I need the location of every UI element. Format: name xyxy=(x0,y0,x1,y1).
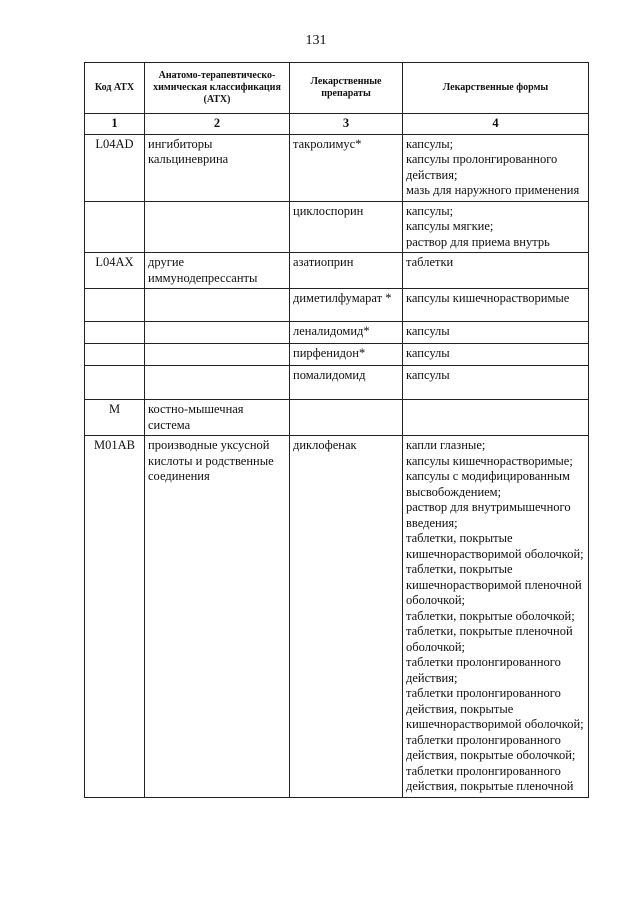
atc-classification xyxy=(145,322,290,344)
column-number: 4 xyxy=(403,114,589,135)
drug-name: такролимус* xyxy=(290,134,403,201)
dosage-form: таблетки пролонгированного действия, покрытые оболочкой; xyxy=(406,732,576,762)
header-code: Код АТХ xyxy=(85,63,145,114)
dosage-form: таблетки, покрытые пленочной оболочкой; xyxy=(406,624,573,654)
dosage-form: таблетки, покрытые кишечнорастворимой оболочкой; xyxy=(406,531,584,561)
header-classification: Анатомо-терапевтическо-химическая классификация (АТХ) xyxy=(145,63,290,114)
table-row xyxy=(85,253,589,289)
dosage-form: капсулы пролонгированного действия; xyxy=(406,152,558,182)
drug-name: диметилфумарат * xyxy=(290,289,403,322)
dosage-forms xyxy=(403,322,589,344)
atc-classification xyxy=(145,201,290,253)
dosage-forms xyxy=(403,201,589,253)
dosage-form: раствор для приема внутрь xyxy=(406,234,550,249)
atc-drug-table xyxy=(84,62,589,798)
header-forms: Лекарственные формы xyxy=(403,63,589,114)
dosage-form: капли глазные; xyxy=(406,438,486,452)
dosage-form: таблетки, покрытые кишечнорастворимой пленочной оболочкой; xyxy=(406,562,582,607)
dosage-form: таблетки пролонгированного действия; xyxy=(406,655,561,685)
atc-code: L04AD xyxy=(85,134,145,201)
dosage-form: капсулы с модифицированным высвобождением; xyxy=(406,469,570,499)
drug-name: помалидомид xyxy=(290,366,403,400)
drug-name: азатиоприн xyxy=(290,253,403,289)
dosage-form: капсулы xyxy=(406,346,450,360)
atc-code xyxy=(85,344,145,366)
atc-code xyxy=(85,322,145,344)
atc-code xyxy=(85,289,145,322)
table-header-row xyxy=(85,63,589,114)
atc-classification xyxy=(145,366,290,400)
drug-name: диклофенак xyxy=(290,436,403,798)
dosage-forms xyxy=(403,344,589,366)
dosage-forms xyxy=(403,366,589,400)
column-number-row xyxy=(85,114,589,135)
table-row xyxy=(85,344,589,366)
drug-name: пирфенидон* xyxy=(290,344,403,366)
column-number: 3 xyxy=(290,114,403,135)
dosage-forms xyxy=(403,400,589,436)
dosage-form: капсулы xyxy=(406,368,450,382)
column-number: 2 xyxy=(145,114,290,135)
atc-classification xyxy=(145,344,290,366)
dosage-form: таблетки, покрытые оболочкой; xyxy=(406,608,575,623)
atc-classification xyxy=(145,289,290,322)
dosage-form: капсулы мягкие; xyxy=(406,219,494,233)
table-row xyxy=(85,366,589,400)
dosage-form: капсулы; xyxy=(406,136,454,151)
table-row xyxy=(85,322,589,344)
atc-code xyxy=(85,366,145,400)
atc-classification: производные уксусной кислоты и родственные соединения xyxy=(145,436,290,798)
dosage-form: таблетки пролонгированного действия, покрытые пленочной xyxy=(406,763,574,793)
table-row xyxy=(85,289,589,322)
table-row xyxy=(85,436,589,798)
dosage-forms xyxy=(403,134,589,201)
table-row xyxy=(85,400,589,436)
drug-name: леналидомид* xyxy=(290,322,403,344)
dosage-form: таблетки пролонгированного действия, покрытые кишечнорастворимой оболочкой; xyxy=(406,686,584,731)
table-row xyxy=(85,201,589,253)
atc-code: M xyxy=(85,400,145,436)
column-number: 1 xyxy=(85,114,145,135)
atc-code: L04AX xyxy=(85,253,145,289)
atc-code xyxy=(85,201,145,253)
page-number: 131 xyxy=(305,33,327,48)
atc-classification: костно-мышечная система xyxy=(145,400,290,436)
drug-name xyxy=(290,400,403,436)
drug-name: циклоспорин xyxy=(290,201,403,253)
atc-code: M01AB xyxy=(85,436,145,798)
dosage-form: капсулы; xyxy=(406,203,454,218)
dosage-form: таблетки xyxy=(406,255,454,269)
dosage-forms xyxy=(403,289,589,322)
dosage-form: капсулы xyxy=(406,324,450,338)
dosage-forms xyxy=(403,436,589,798)
dosage-forms xyxy=(403,253,589,289)
dosage-form: капсулы кишечнорастворимые; xyxy=(406,453,573,468)
table-row xyxy=(85,134,589,201)
header-drugs: Лекарственные препараты xyxy=(290,63,403,114)
dosage-form: мазь для наружного применения xyxy=(406,183,580,197)
atc-classification: другие иммунодепрессанты xyxy=(145,253,290,289)
atc-classification: ингибиторы кальциневрина xyxy=(145,134,290,201)
dosage-form: раствор для внутримышечного введения; xyxy=(406,500,571,530)
dosage-form: капсулы кишечнорастворимые xyxy=(406,291,570,305)
